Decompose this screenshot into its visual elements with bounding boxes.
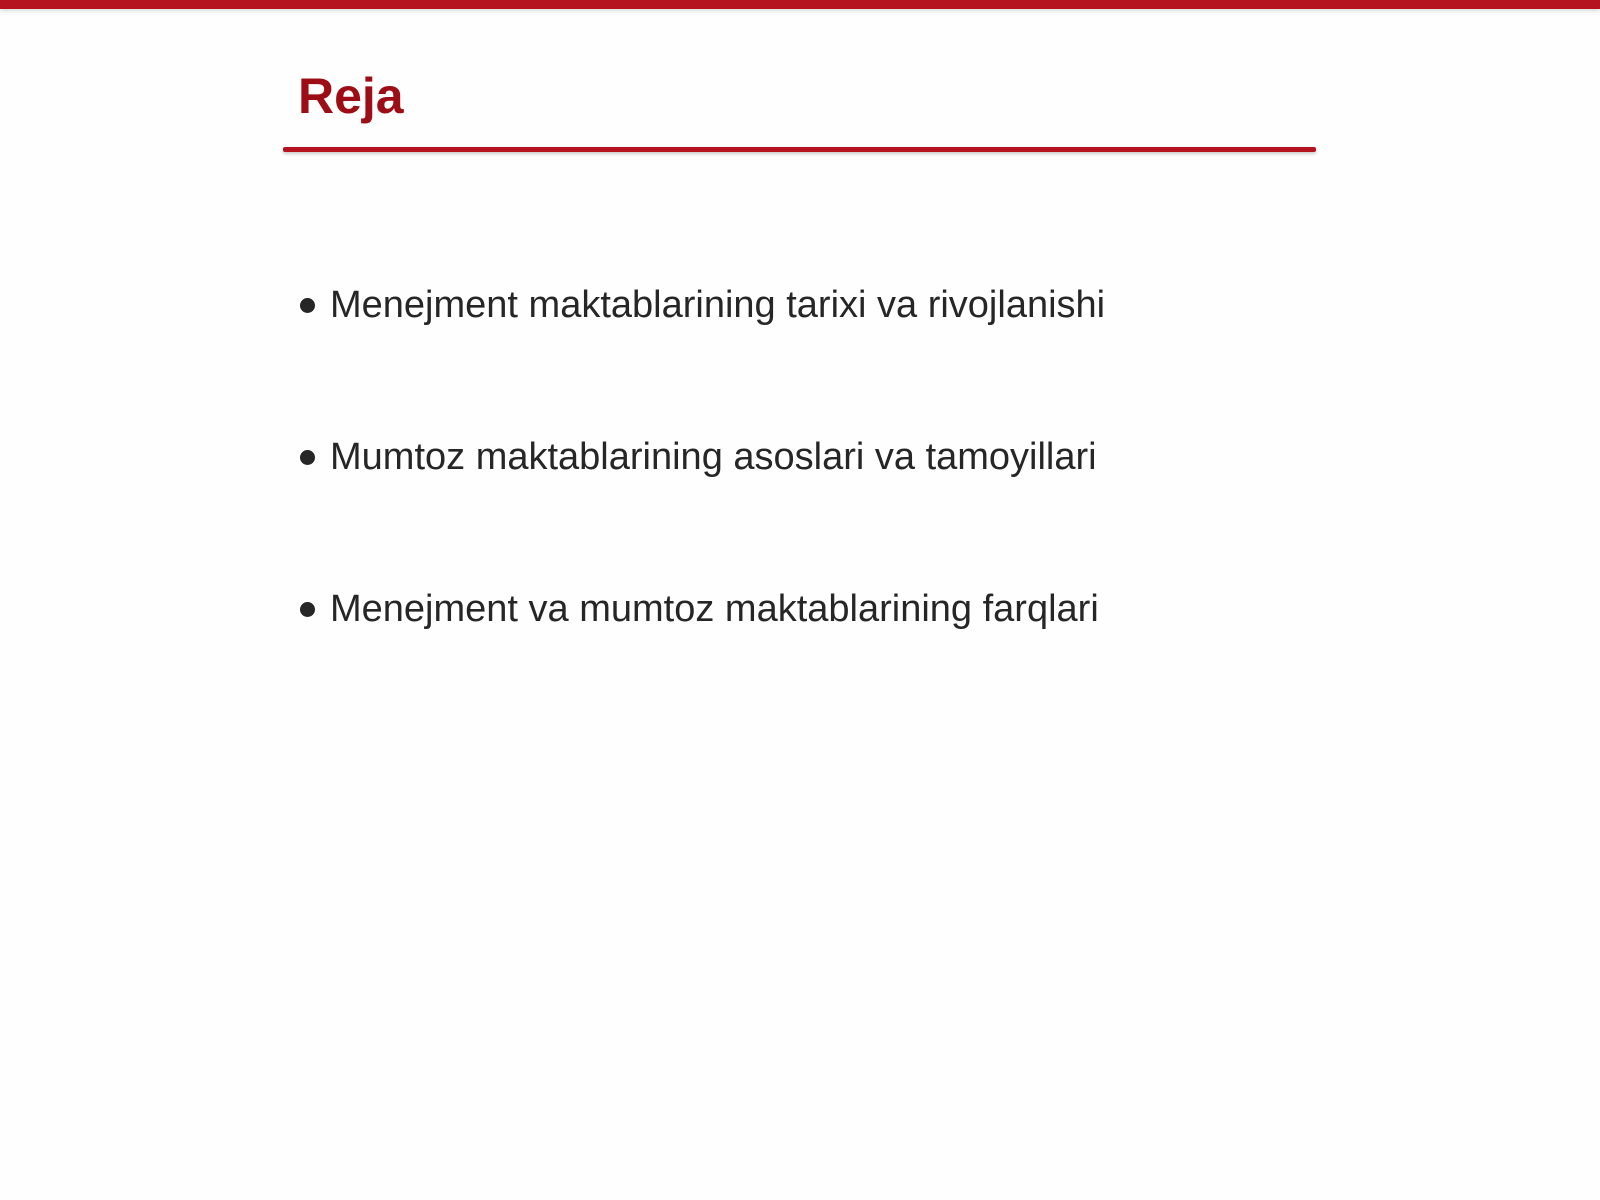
list-item	[300, 432, 1105, 482]
list-item	[300, 280, 1105, 330]
bullet-text: Mumtoz maktablarining asoslari va tamoyillari	[330, 435, 1097, 478]
title-underline	[283, 147, 1316, 152]
bullet-text: Menejment maktablarining tarixi va rivojlanishi	[330, 283, 1106, 326]
bullet-icon	[300, 450, 315, 465]
top-accent-bar	[0, 0, 1600, 9]
bullet-list	[300, 280, 1105, 736]
slide-title: Reja	[298, 68, 404, 124]
bullet-icon	[300, 298, 315, 313]
bullet-text: Menejment va mumtoz maktablarining farqlari	[330, 587, 1099, 630]
list-item	[300, 584, 1105, 634]
bullet-icon	[300, 602, 315, 617]
